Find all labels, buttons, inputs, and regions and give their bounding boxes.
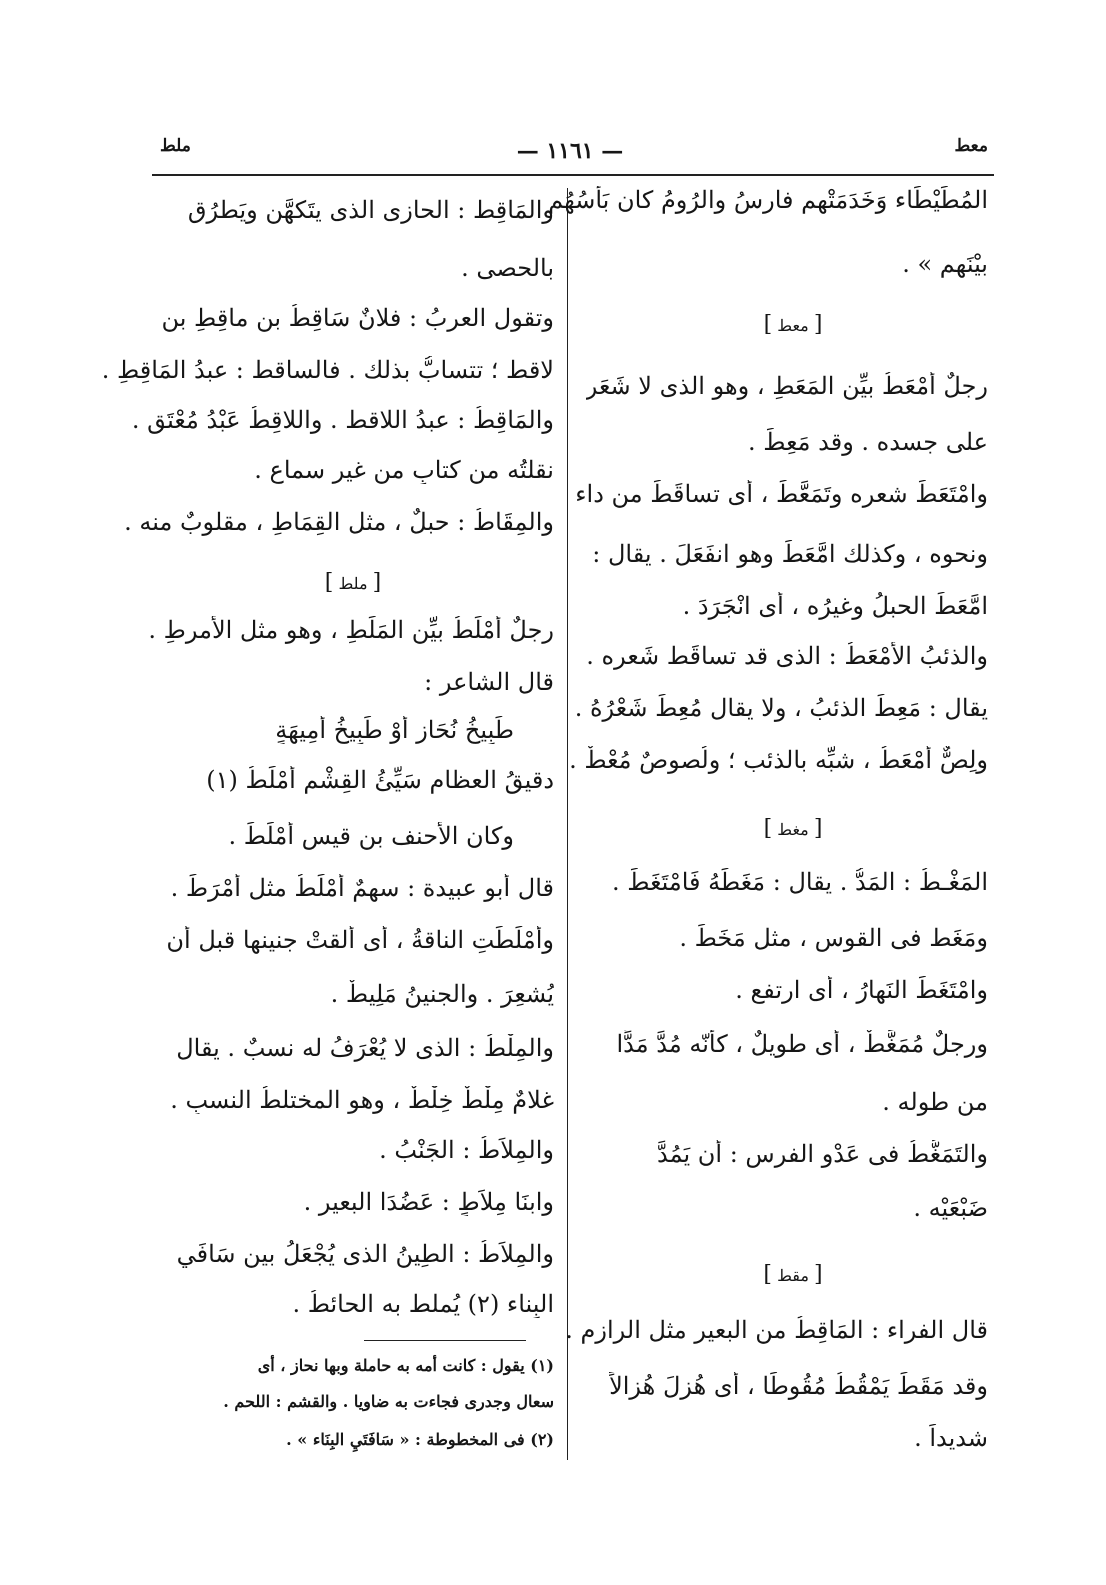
- text-line: والمِلاَطُ : الجَنْبُ .: [379, 1136, 554, 1164]
- text-line: والمِلْطُ : الذى لا يُعْرَفُ له نسبٌ . يقال: [176, 1034, 554, 1062]
- text-line: بالحصى .: [461, 254, 554, 282]
- text-line: المُطَيْطَاء وَخَدَمَتْهم فارسُ والرُومُ كان بَأْسُهُم: [548, 186, 988, 214]
- verse-line: دقيقُ العظامِ سَيِّئُ القِشْمِ أَمْلَطُ (١): [206, 766, 554, 794]
- column-divider: [567, 188, 568, 1460]
- text-line: رجلٌ أَمْعَطُ بيِّن المَعَطِ ، وهو الذى لا شَعَر: [585, 372, 988, 400]
- text-line: رجلٌ أَمْلَطُ بيِّن المَلَطِ ، وهو مثل الأمرطِ .: [148, 616, 554, 644]
- text-line: لاقط ؛ تتسابُّ بذلك . فالساقط : عبدُ المَاقِطِ .: [101, 356, 554, 384]
- text-line: المَغْـطُ : المَدُّ . يقال : مَغَطَهُ فَامْتَغَطَ .: [612, 868, 988, 896]
- footnote-rule: [364, 1340, 526, 1341]
- text-line: وابنَا مِلاَطٍ : عَضُدَا البعير .: [303, 1188, 554, 1216]
- text-line: شديداً .: [914, 1424, 988, 1452]
- text-line: ونحوه ، وكذلك امَّعَطَ وهو انفَعَلَ . يقال :: [592, 540, 988, 568]
- text-line: غلامٌ مِلْطٌ خِلْطٌ ، وهو المختلطُ النسبِ .: [170, 1086, 554, 1114]
- entry-heading: [ معط ]: [763, 312, 823, 337]
- entry-heading: [ مغط ]: [763, 816, 823, 841]
- text-line: وامْتَغَطَ النَهارُ ، أى ارتفع .: [735, 976, 988, 1004]
- text-line: والذئبُ الأَمْعَطُ : الذى قد تساقَط شَعره .: [586, 642, 988, 670]
- text-line: وكان الأحنف بن قيس أَمْلَطَ .: [228, 822, 514, 850]
- text-line: على جسده . وقد مَعِطَ .: [748, 428, 988, 456]
- text-line: وتقول العربُ : فلانٌ سَاقِطُ بن ماقِطِ بن: [161, 304, 554, 332]
- text-line: والمَاقِط : الحازى الذى يتَكهَّن ويَطرُق: [187, 196, 554, 224]
- text-line: امَّعَطَ الحبلُ وغيرُه ، أى انْجَرَدَ .: [682, 592, 988, 620]
- entry-heading: [ مقط ]: [763, 1262, 823, 1287]
- text-line: نقلتُه من كتابٍ من غير سماعٍ .: [254, 456, 554, 484]
- text-line: وقد مَقَطَ يَمْقُطُ مُقُوطًا ، أى هُزِلَ هُزالاً: [609, 1372, 988, 1400]
- footnote: (٢) فى المخطوطة : « سَافَتَيِ البِنَاء » .: [286, 1430, 554, 1449]
- text-line: والتَمَغُّطُ فى عَدْوِ الفرسِ : أن يَمُدَّ: [657, 1140, 988, 1168]
- text-line: وأَمْلَطَتِ الناقةُ ، أى ألقتْ جنينها قبل أن: [166, 926, 554, 954]
- running-head-right: معط: [954, 136, 988, 156]
- text-line: والمِلاَطُ : الطِينُ الذى يُجْعَلُ بين سَافَيِ: [176, 1240, 554, 1268]
- text-line: من طوله .: [882, 1088, 988, 1116]
- text-line: ولِصٌّ أَمْعَطُ ، شبِّه بالذئب ؛ ولُصوصٌ مُعْطٌ .: [569, 746, 988, 774]
- footnote: (١) يقول : كانت أمه به حاملة وبها نحاز ، أى: [257, 1356, 554, 1375]
- text-line: وامْتَعَطَ شعره وتَمَعَّطَ ، أى تساقَطَ من داء: [575, 480, 988, 508]
- text-line: قال الشاعر :: [424, 668, 554, 696]
- text-line: والمِقَاطُ : حبلٌ ، مثل القِمَاطِ ، مقلوبٌ منه .: [124, 508, 554, 536]
- text-line: قال الفراء : المَاقِطُ من البعير مثل الرازم .: [565, 1316, 988, 1344]
- running-head-left: ملط: [160, 136, 191, 156]
- text-line: البِناء (٢) يُملط به الحائطُ .: [292, 1290, 554, 1318]
- left-column: [101, 0, 554, 1585]
- text-line: بيْنَهم » .: [902, 250, 988, 278]
- text-line: ضَبْعَيْه .: [913, 1194, 988, 1222]
- text-line: يُشعِرَ . والجنينُ مَلِيطٌ .: [330, 980, 554, 1008]
- text-line: يقال : مَعِطَ الذئبُ ، ولا يقال مُعِطَ شَعْرُهُ .: [574, 694, 988, 722]
- text-line: والمَاقِطُ : عبدُ اللاقط . واللاقِطُ عَبْدُ مُعْتَقٍ .: [131, 406, 554, 434]
- footnote: سعال وجدرى فجاءت به ضاويا . والقشم : اللحم .: [223, 1392, 554, 1411]
- entry-heading: [ ملط ]: [324, 570, 382, 595]
- text-line: ومَغَط فى القوس ، مثل مَخَطَ .: [679, 924, 988, 952]
- page-number: — ١١٦١ —: [516, 138, 624, 164]
- text-line: ورجلٌ مُمَغَّطٌ ، أى طويلٌ ، كأنّه مُدَّ مَدًّا: [616, 1030, 988, 1058]
- text-line: قال أبو عبيدة : سهمٌ أَمْلَطُ مثل أَمْرَطَ .: [170, 874, 554, 902]
- verse-line: طَبِيخُ نُحَازٍ أَوْ طَبِيخُ أَمِيهَةٍ: [275, 716, 514, 744]
